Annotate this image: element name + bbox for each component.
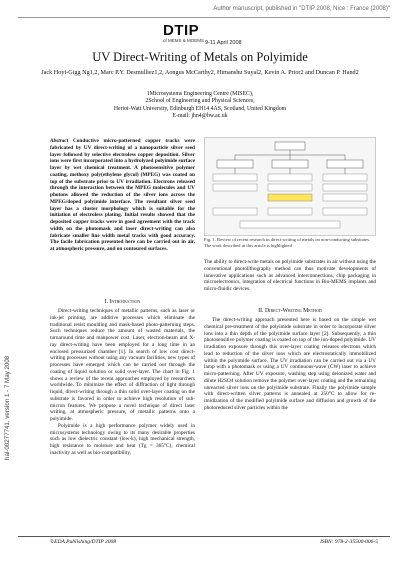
affiliation-3: Heriot-Watt University, Edinburgh EH14 4AS, Scotland, United Kingdom bbox=[113, 105, 287, 112]
figure-1-graphic bbox=[205, 138, 375, 235]
author-email[interactable]: E-mail: jhn4@hw.ac.uk bbox=[172, 113, 228, 120]
footer-isbn: ISBN: 978-2-35500-006-5 bbox=[320, 539, 378, 545]
abstract bbox=[50, 138, 195, 253]
method-text bbox=[204, 317, 376, 412]
method-paragraph-1: The direct-writing approach presented here is based on the simple wet chemical pre-treatment of the polyimide substrate in order to incorporate silver ions into a thin depth of the polyimide surface layer [2]. Subsequently, a thin photosensitive polymer coating is coated on top of the ion-doped polyimide. UV irradiation exposure through this over-layer coating releases electrons which lead to reduction of the silver ions which are electrostatically immobilized within the polyimide surface. The UV irradiation can be carried out via a UV lamp with a photomask or using a UV continuous-wave (CW) laser to achieve micro-patterning. After UV exposure, washing step using deionized water and dilute H2SO4 solution remove the polymer over-layer coating and the remaining unreacted silver ions on the polyimide substrate. Finally the polyimide sample with direct-written silver patterns is annealed at 250°C to allow for re-imidization of the modified polyimide surface and diffusion and growth of the photoreduced silver particles within the bbox=[204, 317, 376, 411]
affiliation-1: 1Microsystems Engineering Centre (MISEC), bbox=[146, 91, 254, 97]
conference-date: 9-11 April 2008 bbox=[205, 40, 242, 46]
affiliations bbox=[100, 91, 300, 121]
section-heading-method: II. Direct-Writing Method bbox=[258, 308, 322, 314]
intro-paragraph-2: Polyimide is a high performance polymer widely used in microsystems technology owing to its many desirable properties such as low dielectric constant (low-k), high mechanical strength, high resistance to moisture and heat (Tg = 365°C), chemical inactivity as well as bio-compatibility. bbox=[50, 422, 195, 456]
footer-copyright: ©EDA Publishing/DTIP 2008 bbox=[50, 539, 117, 545]
section-heading-introduction: I. Introduction bbox=[104, 299, 141, 305]
footer-rule bbox=[18, 536, 390, 537]
manuscript-note: Author manuscript, published in "DTIP 2008, Nice : France (2008)" bbox=[213, 6, 390, 12]
figure-1-chart bbox=[204, 137, 376, 236]
paper-title: UV Direct-Writing of Metals on Polyimide bbox=[92, 50, 308, 64]
header-rule bbox=[18, 17, 390, 18]
abstract-label: Abstract bbox=[50, 138, 69, 144]
intro-paragraph-1: Direct-writing techniques of metallic patterns, such as laser or ink-jet printing, are additive processes which eliminate the traditional resist moulding and mask-based photo-patterning steps. Such techniques reduce the amount of wasted materials, the turnaround time and manpower cost. Laser, electron-beam and X-ray direct-writing have been employed for a long time in an enclosed pressurized chamber [1]. In search of low cost direct-writing processes without using any vacuum facilities, new types of processes have emerged which can be carried out through the coating of liquid solution or solid over-layer. The chart in Fig. 1 shows a review of the recent approaches employed by researchers worldwide. To minimize the effect of diffraction of light through liquid, direct-writing through a thin solid over-layer coating on the substrate is favored in order to achieve high resolution of sub-micron features. We propose a novel technique of direct laser writing, at atmospheric pressure, of metallic patterns onto a polyimide. bbox=[50, 308, 195, 422]
logo-text: DTIP bbox=[163, 22, 200, 39]
hal-identifier: hal-00277741, version 1 - 7 May 2008 bbox=[4, 355, 11, 460]
abstract-text: Conductive micro-patterned copper tracks were fabricated by UV direct-writing of a nanoparticle silver seed layer followed by selective electroless copper deposition. Silver ions were first incorporated into a hydrolyzed polyimide surface layer by wet chemical treatment. A photosensitive polymer coating, methoxy poly(ethylene glycol) (MPEG) was coated on top of the substrate prior to UV irradiation. Electrons released through the interaction between the MPEG molecules and UV photons allowed the reduction of the silver ions across the MPEG/doped polyimide interface. The resultant silver seed layer has a cluster morphology which is suitable for the initiation of electroless plating. Initial results showed that the deposited copper tracks were in good agreement with the track width on the photomask and laser direct-writing can also fabricate smaller line width metal tracks with good accuracy. The facile fabrication presented here can be carried out in air, at atmospheric pressure, and on contoured surfaces. bbox=[50, 138, 195, 252]
introduction-text bbox=[50, 308, 195, 457]
dtip-logo bbox=[163, 24, 204, 43]
right-column-text bbox=[204, 259, 376, 293]
author-list: Jack Hoyt-Gigg Ng1,2, Marc P.Y. Desmulliez1,2, Aongus McCarthy2, Himanshu Suyal2, Kevin A. Prior2 and Duncan P. Hand2 bbox=[41, 69, 359, 76]
logo-subtext: of MEMS & MOEMS bbox=[163, 38, 205, 43]
right-paragraph-1: The ability to direct-write metals on polyimide substrates in air without using the conventional photolithography method can thus motivate developments of innovative applications such as advanced interconnections, chip packaging in microelectronics, integration of electrical functions in Bio-MEMS implants and micro-fluidic devices. bbox=[204, 259, 376, 292]
figure-1-caption: Fig. 1. Review of recent research in direct-writing of metals on non-conducting substrates. The work described in this article is highlighted bbox=[204, 237, 371, 248]
affiliation-2: 2School of Engineering and Physical Sciences, bbox=[145, 98, 255, 105]
